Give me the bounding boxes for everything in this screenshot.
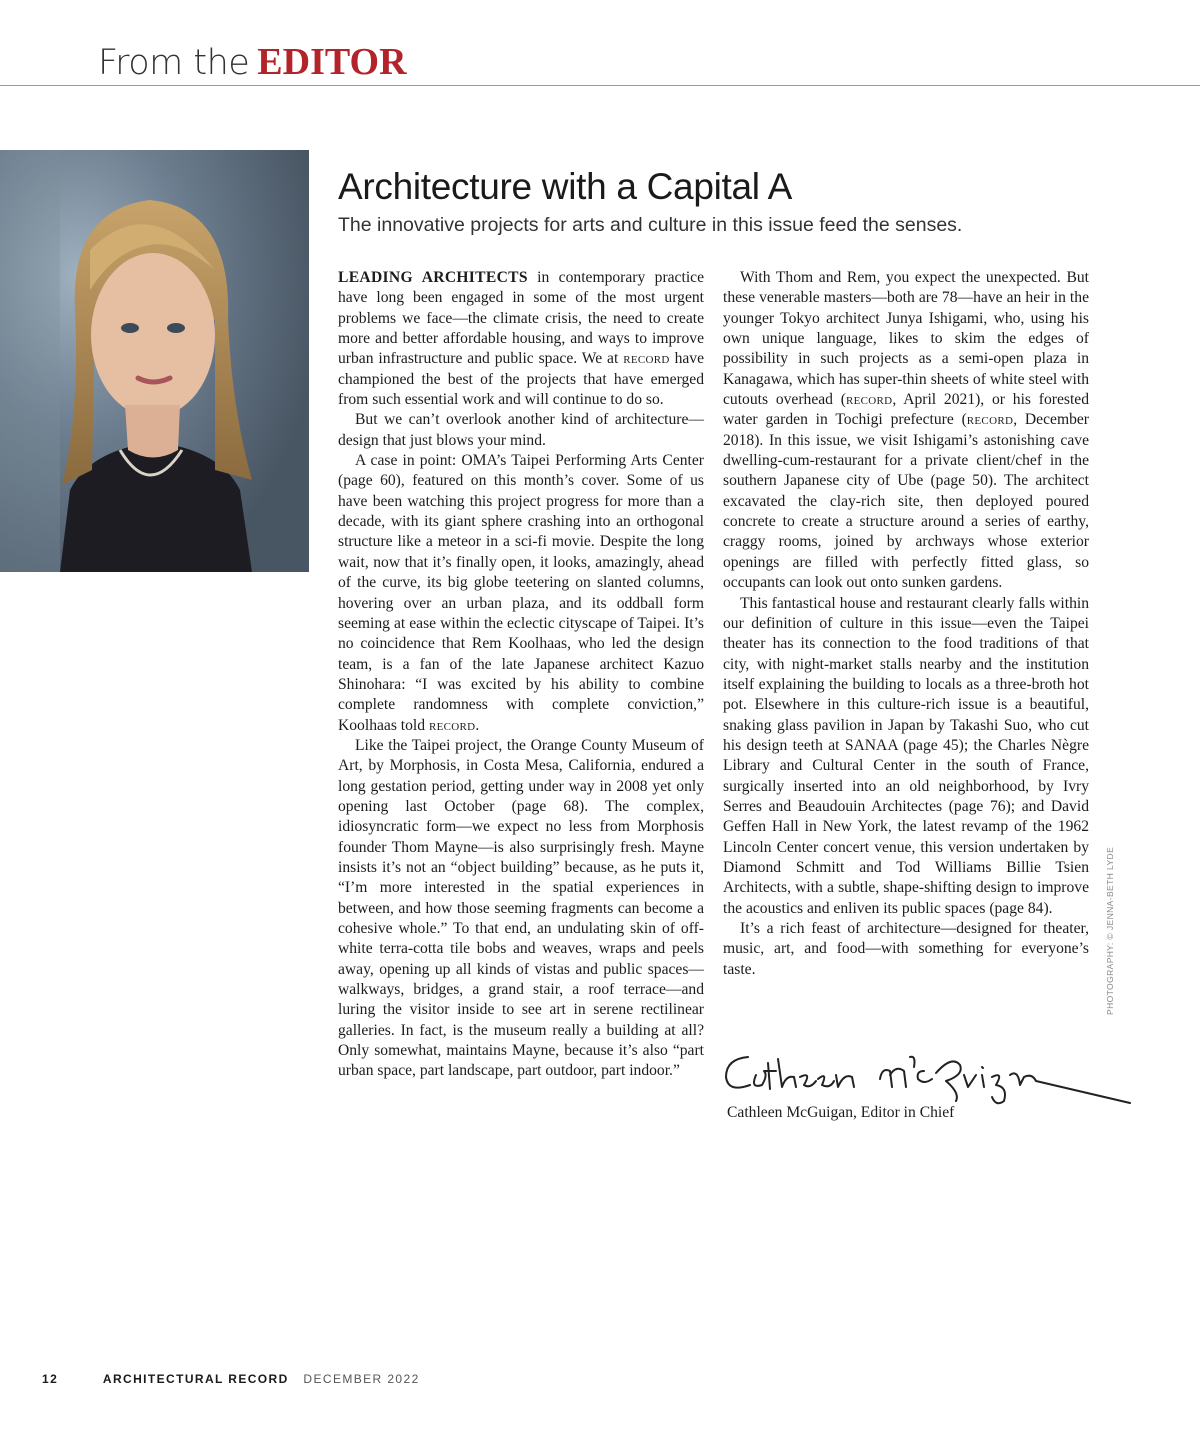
paragraph: But we can’t overlook another kind of architecture—design that just blows your mind. (338, 411, 704, 449)
editor-portrait (0, 150, 309, 572)
record-mention: record (966, 411, 1014, 429)
issue-date: DECEMBER 2022 (303, 1372, 420, 1386)
header-rule (0, 85, 1200, 86)
record-mention: record (428, 716, 476, 734)
article-headline: Architecture with a Capital A (338, 166, 793, 207)
page-footer (42, 1372, 420, 1386)
article-subhead: The innovative projects for arts and culture in this issue feed the senses. (338, 214, 963, 236)
paragraph: LEADING ARCHITECTS in contemporary practice have long been engaged in some of the most urgent problems we face—the climate crisis, the need to create more and better affordable housing, and ways to improve urban infrastructure and public space. We at record have championed the best of the projects that have emerged from such essential work and will continue to do so. (338, 269, 704, 409)
article-column-left (338, 268, 704, 1082)
portrait-illustration (0, 150, 309, 572)
signature-caption: Cathleen McGuigan, Editor in Chief (727, 1104, 955, 1121)
section-header (98, 40, 407, 86)
section-prefix: From the (98, 43, 250, 83)
handwritten-signature (720, 1045, 1140, 1110)
paragraph: A case in point: OMA’s Taipei Performing Arts Center (page 60), featured on this month’s cover. Some of us have been watching this project progress for more than a decade, with its giant sphere crashing into an orthogonal structure like a meteor in a sci-fi movie. Despite the long wait, now that it’s finally open, it looks, amazingly, ahead of the curve, its big globe teetering on slanted columns, hovering over an urban plaza, and its oddball form seeming at ease within the eclectic cityscape of Taipei. It’s no coincidence that Rem Koolhaas, who led the design team, is a fan of the late Japanese architect Kazuo Shinohara: “I was excited by his ability to combine complete randomness with complete conviction,” Koolhaas told record. (338, 452, 704, 734)
section-title: EDITOR (257, 41, 407, 83)
magazine-name: ARCHITECTURAL RECORD (102, 1372, 289, 1386)
paragraph: It’s a rich feast of architecture—designed for theater, music, art, and food—with something for everyone’s taste. (723, 920, 1089, 978)
photo-credit: PHOTOGRAPHY: © JENNA-BETH LYDE (1105, 846, 1115, 1015)
paragraph: Like the Taipei project, the Orange County Museum of Art, by Morphosis, in Costa Mesa, California, endured a long gestation period, getting under way in 2008 yet only opening last October (page 68). The complex, idiosyncratic form—we expect no less from Morphosis founder Thom Mayne—is also surprisingly fresh. Mayne insists it’s not an “object building” because, as he puts it, “I’m more interested in the spatial experiences in between, and how those seeming fragments can become a cohesive whole.” To that end, an undulating skin of off-white terra-cotta tile bobs and weaves, wraps and peels away, opening up all kinds of vistas and public spaces—walkways, bridges, a grand stair, a roof terrace—and luring the visitor inside to see art in serene rectilinear galleries. In fact, is the museum really a building at all? Only somewhat, maintains Mayne, because it’s also “part urban space, part landscape, part outdoor, part indoor.” (338, 736, 704, 1080)
page-number: 12 (42, 1372, 59, 1386)
paragraph: With Thom and Rem, you expect the unexpected. But these venerable masters—both are 78—have an heir in the younger Tokyo architect Junya Ishigami, who, using his own unique language, likes to skim the edges of possibility in such projects as a semi-open plaza in Kanagawa, which has super-thin sheets of white steel with cutouts overhead (record, April 2021), or his forested water garden in Tochigi prefecture (record, December 2018). In this issue, we visit Ishigami’s astonishing cave dwelling-cum-restaurant for a private client/chef in the southern Japanese city of Ube (page 50). The architect excavated the clay-rich site, then deployed poured concrete to create a structure around a series of earthy, craggy rooms, joined by archways whose exterior openings are filled with perfectly fitted glass, so occupants can look out onto sunken gardens. (723, 269, 1089, 592)
lead-in: LEADING ARCHITECTS (338, 269, 528, 286)
record-mention: record (845, 391, 893, 409)
record-mention: record (623, 350, 670, 368)
paragraph: This fantastical house and restaurant clearly falls within our definition of culture in this issue—even the Taipei theater has its connection to the food traditions of that city, with night-market stalls nearby and the institution itself explaining the building to locals as a three-broth hot pot. Elsewhere in this culture-rich issue is a beautiful, snaking glass pavilion in Japan by Takashi Suo, who cut his design teeth at SANAA (page 45); the Charles Nègre Library and Cultural Center in the south of France, surgically inserted into an old neighborhood, by Ivry Serres and Beaudouin Architectes (page 76); and David Geffen Hall in New York, the latest revamp of the 1962 Lincoln Center concert venue, this version undertaken by Diamond Schmitt and Tod Williams Billie Tsien Architects, with a subtle, shape-shifting design to improve the acoustics and enliven its public spaces (page 84). (723, 594, 1089, 917)
article-column-right (723, 268, 1089, 980)
